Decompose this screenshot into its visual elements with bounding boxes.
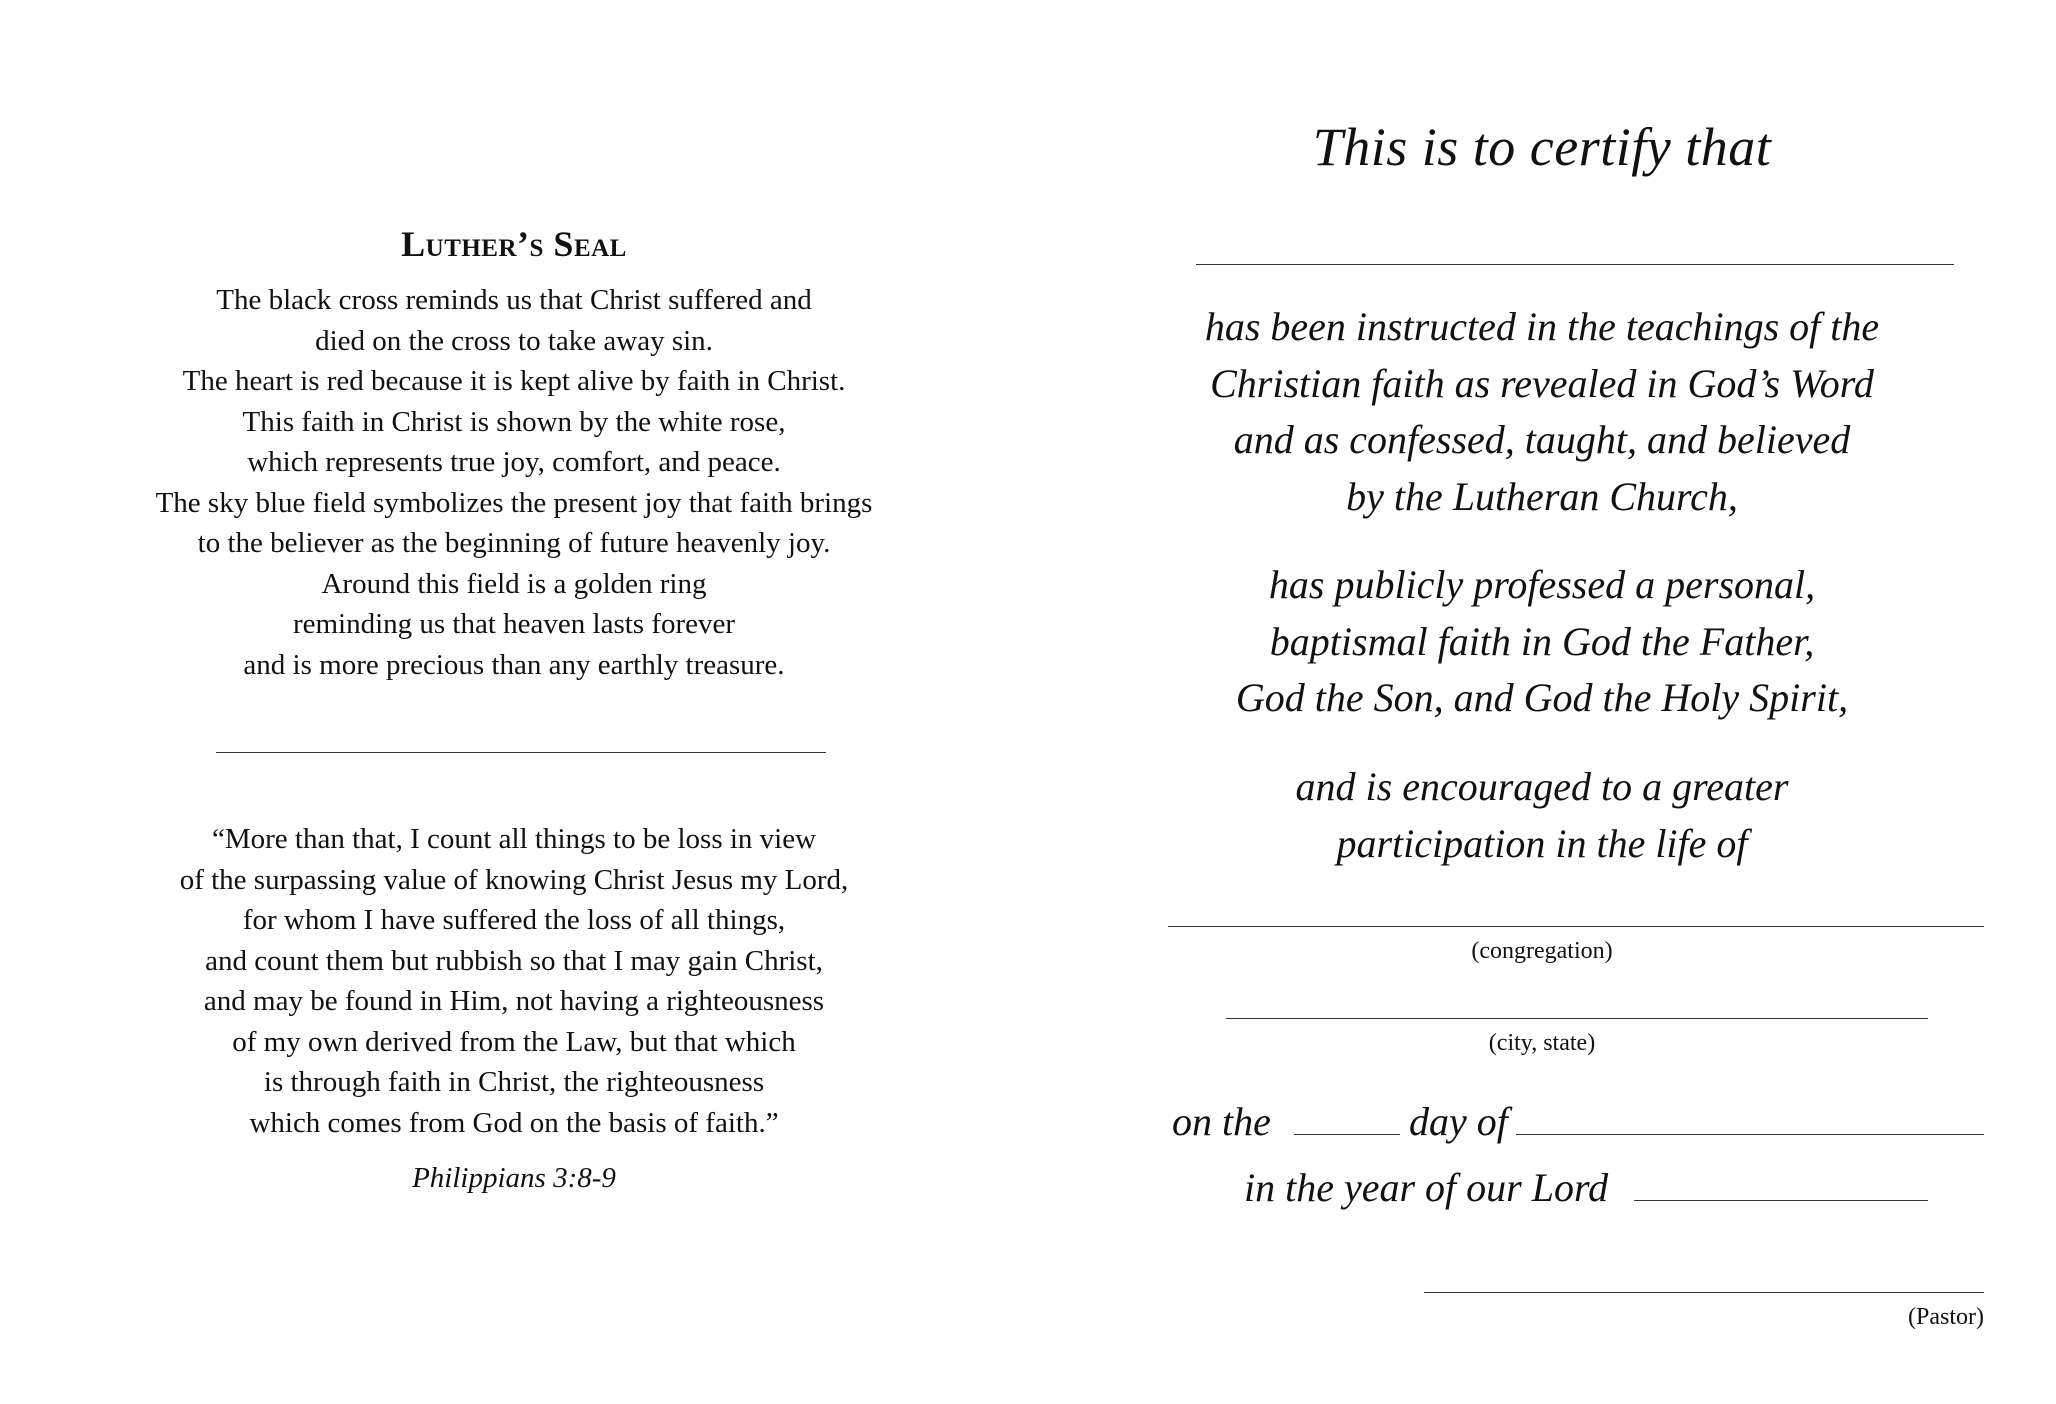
congregation-blank-line[interactable] bbox=[1168, 926, 1984, 927]
verse-line: is through faith in Christ, the righteousness bbox=[263, 1066, 765, 1098]
seal-line: Around this field is a golden ring bbox=[321, 567, 707, 600]
year-blank-line[interactable] bbox=[1634, 1200, 1928, 1201]
city-state-blank-line[interactable] bbox=[1226, 1018, 1928, 1019]
day-of-text: day of bbox=[1409, 1099, 1508, 1144]
name-blank-line[interactable] bbox=[1196, 264, 1954, 265]
paragraph-line: participation in the life of bbox=[1336, 820, 1748, 866]
paragraph-line: Christian faith as revealed in God’s Word bbox=[1210, 360, 1874, 406]
profession-paragraph bbox=[1028, 557, 2056, 727]
verse-line: and may be found in Him, not having a righteousness bbox=[203, 985, 825, 1017]
month-blank-line[interactable] bbox=[1516, 1134, 1984, 1135]
year-of-our-lord-text: in the year of our Lord bbox=[1244, 1165, 1609, 1210]
seal-line: This faith in Christ is shown by the white rose, bbox=[242, 405, 786, 438]
certificate-heading: This is to certify that bbox=[1312, 117, 1772, 177]
seal-line: to the believer as the beginning of future heavenly joy. bbox=[197, 527, 831, 559]
certificate-panel bbox=[1028, 0, 2056, 1404]
scripture-quote bbox=[0, 819, 1028, 1143]
seal-line: and is more precious than any earthly treasure. bbox=[243, 648, 785, 681]
verse-line: and count them but rubbish so that I may gain Christ, bbox=[205, 944, 823, 977]
verse-line: for whom I have suffered the loss of all things, bbox=[242, 904, 786, 936]
pastor-label: (Pastor) bbox=[1908, 1304, 1984, 1330]
verse-line: of my own derived from the Law, but that which bbox=[232, 1025, 796, 1058]
on-the-text: on the bbox=[1172, 1099, 1271, 1144]
paragraph-line: by the Lutheran Church, bbox=[1346, 473, 1738, 519]
seal-line: which represents true joy, comfort, and peace. bbox=[247, 446, 781, 478]
seal-line: died on the cross to take away sin. bbox=[315, 324, 713, 357]
seal-line: The heart is red because it is kept alive by faith in Christ. bbox=[182, 365, 846, 397]
seal-title: Luther’s Seal bbox=[401, 224, 627, 264]
paragraph-line: has been instructed in the teachings of the bbox=[1204, 304, 1880, 349]
pastor-signature-line[interactable] bbox=[1424, 1292, 1984, 1293]
participation-paragraph bbox=[1028, 759, 2056, 872]
section-divider bbox=[216, 752, 826, 753]
paragraph-line: has publicly professed a personal, bbox=[1268, 562, 1816, 607]
verse-line: which comes from God on the basis of faith.” bbox=[249, 1106, 779, 1139]
city-state-label: (city, state) bbox=[1488, 1030, 1596, 1056]
congregation-label: (congregation) bbox=[1471, 938, 1613, 964]
seal-line: The black cross reminds us that Christ suffered and bbox=[216, 284, 812, 316]
paragraph-line: and as confessed, taught, and believed bbox=[1233, 417, 1851, 462]
verse-reference: Philippians 3:8-9 bbox=[412, 1162, 616, 1194]
paragraph-line: God the Son, and God the Holy Spirit, bbox=[1235, 675, 1849, 720]
seal-line: reminding us that heaven lasts forever bbox=[292, 608, 736, 640]
instruction-paragraph bbox=[1028, 299, 2056, 525]
verse-line: “More than that, I count all things to be loss in view bbox=[211, 823, 817, 855]
day-blank-line[interactable] bbox=[1294, 1134, 1400, 1135]
paragraph-line: baptismal faith in God the Father, bbox=[1269, 618, 1815, 664]
seal-line: The sky blue field symbolizes the present joy that faith brings bbox=[155, 486, 873, 519]
seal-description bbox=[0, 280, 1028, 685]
verse-line: of the surpassing value of knowing Christ Jesus my Lord, bbox=[179, 863, 849, 896]
paragraph-line: and is encouraged to a greater bbox=[1295, 764, 1789, 809]
